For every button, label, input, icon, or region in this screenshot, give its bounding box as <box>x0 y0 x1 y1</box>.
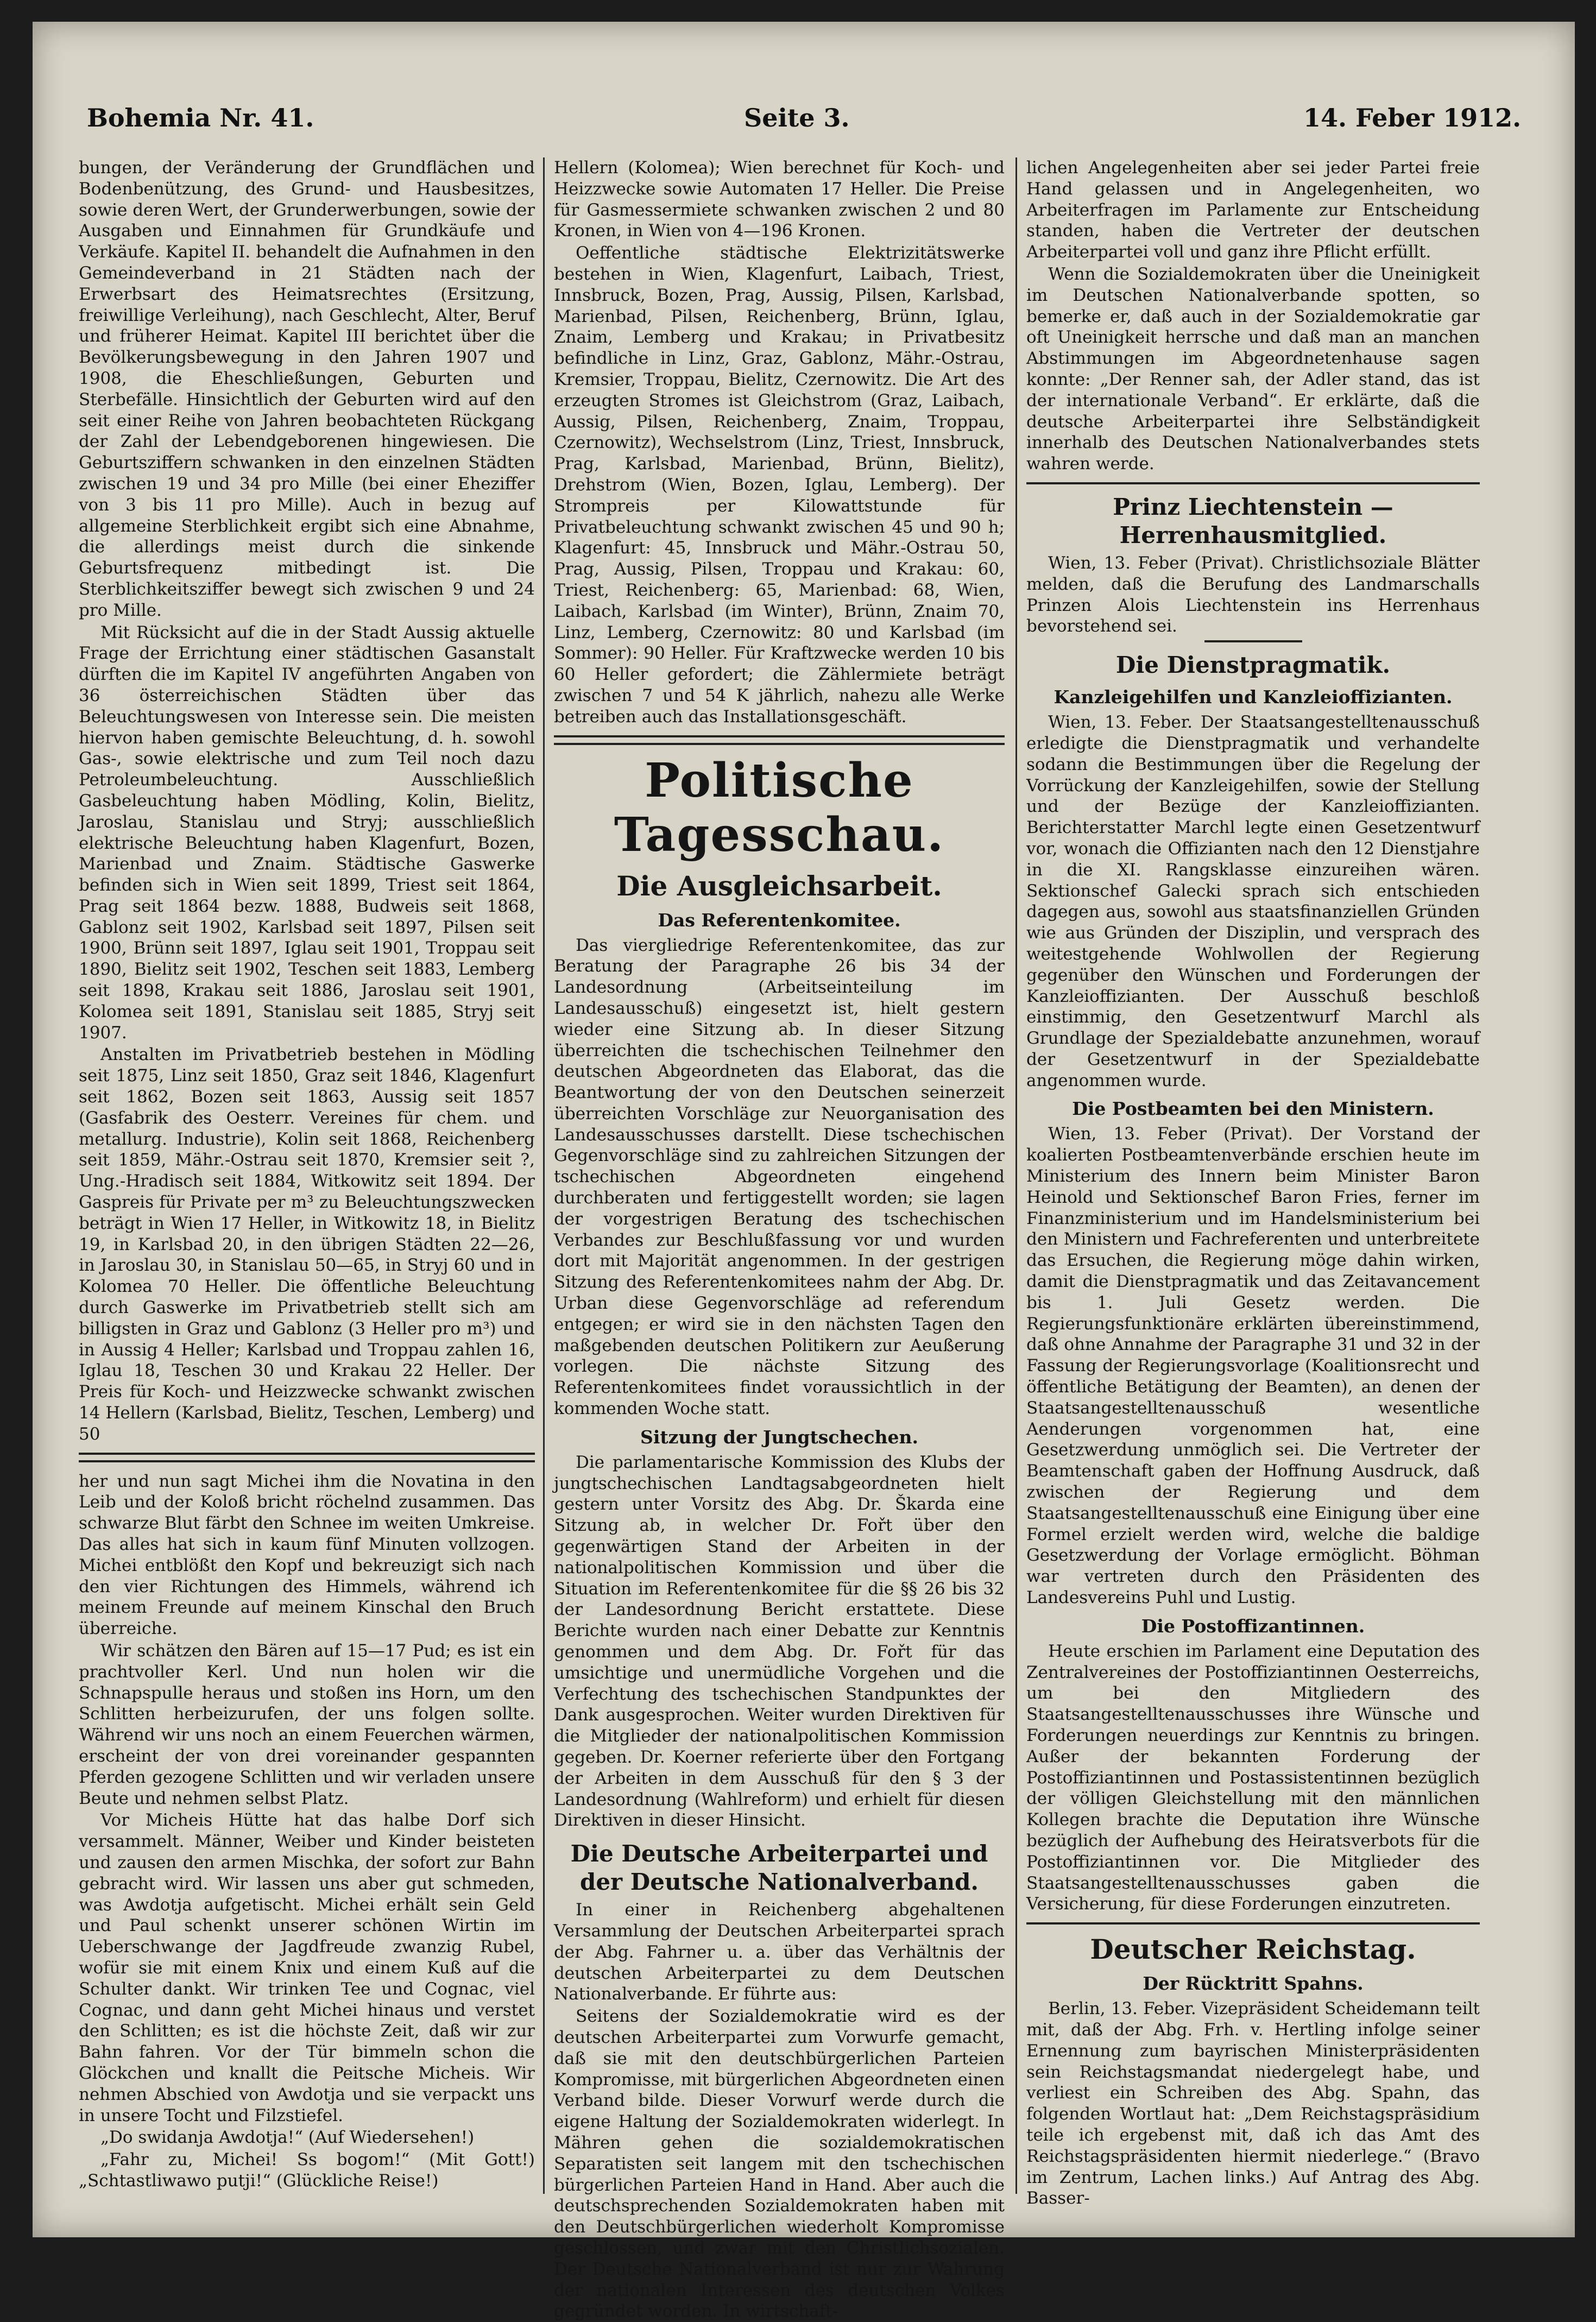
section-title: Politische Tagesschau. <box>614 753 945 862</box>
article-paragraph: Die parlamentarische Kommission des Klubs der jungtschechischen Landtagsabgeordneten hielt gestern unter Vorsitz des Abg. Dr. Škarda eine Sitzung ab, in welcher Dr. Fořt über den gegenwärtigen Stand der Arbeiten in der nationalpolitischen Kommission und über die Situation im Referentenkomitee für die §§ 26 bis 32 der Landesordnung Bericht erstattete. Diese Berichte wurden nach einer Debatte zur Kenntnis genommen und dem Abg. Dr. Fořt für das umsichtige und unermüdliche Vorgehen und die Verfechtung des tschechischen Standpunktes der Dank ausgesprochen. Weiter wurden Direktiven für die Mitglieder der nationalpolitischen Kommission gegeben. Dr. Koerner referierte über den Fortgang der Arbeiten in dem Ausschuß für den § 3 der Landesordnung (Wahlreform) und erhielt für diesen Direktiven in dieser Hinsicht. <box>554 1452 1005 1831</box>
column-divider <box>1015 157 1017 2194</box>
article-paragraph: Wien, 13. Feber. Der Staatsangestelltenausschuß erledigte die Dienstpragmatik und verhandelte sodann die Bestimmungen über die Regelung der Vorrückung der Kanzleigehilfen, sowie der Stellung und der Bezüge der Kanzleioffizianten. Berichterstatter Marchl legte einen Gesetzentwurf vor, wonach die Offizianten nach den 12 Dienstjahre in die XI. Rangsklasse einzureihen wären. Sektionschef Galecki sprach sich entschieden dagegen aus, sowohl aus staatsfinanziellen Gründen wie aus Gründen der Disziplin, und versprach des weitestgehende Wohlwollen der Regierung gegenüber den Wünschen und Forderungen der Kanzleioffizianten. Der Ausschuß beschloß einstimmig, den Gesetzentwurf Marchl als Grundlage der Spezialdebatte anzunehmen, worauf der Gesetzentwurf in der Spezialdebatte angenommen wurde. <box>1026 712 1480 1090</box>
feuilleton-paragraph: Wir schätzen den Bären auf 15—17 Pud; es ist ein prachtvoller Kerl. Und nun holen wir die Schnapspulle heraus und stoßen ins Horn, um den Schlitten herbeizurufen, der uns folgen sollte. Während wir uns noch an einem Feuerchen wärmen, erscheint der von drei voreinander gespannten Pferden gezogene Schlitten und wir verladen unsere Beute und nehmen selbst Platz. <box>79 1640 535 1808</box>
article-subheading: Die Postbeamten bei den Ministern. <box>1072 1098 1434 1120</box>
article-paragraph: In einer in Reichenberg abgehaltenen Versammlung der Deutschen Arbeiterpartei sprach der Abg. Fahrner u. a. über das Verhältnis der deutschen Arbeiterpartei zu dem Deutschen Nationalverbande. Er führte aus: <box>554 1900 1005 2004</box>
short-rule <box>1204 640 1302 642</box>
article-heading: Prinz Liechtenstein — Herrenhausmitglied. <box>1113 493 1393 548</box>
article-paragraph: bungen, der Veränderung der Grundflächen und Bodenbenützung, des Grund- und Hausbesitzes, sowie deren Wert, der Grunderwerbungen, sowie der Ausgaben und Einnahmen für Grundkäufe und Verkäufe. Kapitel II. behandelt die Aufnahmen in den Gemeindeverband in 21 Städten nach der Erwerbsart des Heimatsrechtes (Ersitzung, freiwillige Verleihung), nach Geschlecht, Alter, Beruf und früherer Heimat. Kapitel III berichtet über die Bevölkerungsbewegung in den Jahren 1907 und 1908, die Eheschließungen, Geburten und Sterbefälle. Hinsichtlich der Geburten wird auf den seit einer Reihe von Jahren beobachteten Rückgang der Zahl der Lebendgeborenen hingewiesen. Die Geburtsziffern schwanken in den einzelnen Städten zwischen 19 und 34 pro Mille (bei einer Eheziffer von 3 bis 11 pro Mille). Auch in bezug auf allgemeine Sterblichkeit ergibt sich eine Abnahme, die allerdings meist durch die sinkende Geburtsfrequenz mitbedingt ist. Die Sterblichkeitsziffer bewegt sich zwischen 9 und 24 pro Mille. <box>79 158 535 620</box>
article-subheading: Kanzleigehilfen und Kanzleioffizianten. <box>1054 686 1453 708</box>
feuilleton-separator <box>79 1453 535 1462</box>
feuilleton-paragraph: Vor Micheis Hütte hat das halbe Dorf sich versammelt. Männer, Weiber und Kinder beisteten und zausen den armen Mischka, der sofort zur Bahn gebracht wird. Wir lassen uns aber gut schmeden, was Awdotja aufgetischt. Michei erhält sein Geld und Paul schenkt unserer schönen Wirtin im Ueberschwange der Jagdfreude zwanzig Rubel, wofür sie mit einem Knix und einem Kuß auf die Schulter dankt. Wir trinken Tee und Cognac, viel Cognac, und dann geht Michei hinaus und verstet den Schlitten; es ist die höchste Zeit, daß wir zur Bahn fahren. Vor der Tür bimmeln schon die Glöckchen und knallt die Peitsche Micheis. Wir nehmen Abschied von Awdotja und sie verpackt uns in unsere Tocht und Filzstiefel. <box>79 1810 535 2125</box>
page-header <box>87 103 1522 147</box>
article-paragraph: lichen Angelegenheiten aber sei jeder Partei freie Hand gelassen und in Angelegenheiten, wo Arbeiterfragen im Parlamente zur Entscheidung standen, haben die Vertreter der deutschen Arbeiterpartei voll und ganz ihre Pflicht erfüllt. <box>1026 158 1480 262</box>
page-number: Seite 3. <box>744 103 850 132</box>
article-heading: Deutscher Reichstag. <box>1090 1933 1416 1966</box>
article-paragraph: Anstalten im Privatbetrieb bestehen in Mödling seit 1875, Linz seit 1850, Graz seit 1846, Klagenfurt seit 1862, Bozen seit 1863, Aussig seit 1857 (Gasfabrik des Oesterr. Vereines für chem. und metallurg. Industrie), Kolin seit 1868, Reichenberg seit 1859, Mähr.-Ostrau seit 1870, Kremsier seit ?, Ung.-Hradisch seit 1884, Witkowitz seit 1894. Der Gaspreis für Private per m³ zu Beleuchtungszwecken beträgt in Wien 17 Heller, in Witkowitz 18, in Bielitz 19, in Karlsbad 20, in den übrigen Städten 22—26, in Jaroslau 30, in Stanislau 50—65, in Stryj 60 und in Kolomea 70 Heller. Die öffentliche Beleuchtung durch Gaswerke im Privatbetrieb stellt sich am billigsten in Graz und Gablonz (3 Heller pro m³) und in Aussig 4 Heller; Karlsbad und Troppau zahlen 16, Iglau 18, Teschen 30 und Krakau 22 Heller. Der Preis für Koch- und Heizzwecke schwankt zwischen 14 Hellern (Karlsbad, Bielitz, Teschen, Lemberg) und 50 <box>79 1045 535 1444</box>
article-paragraph: Heute erschien im Parlament eine Deputation des Zentralvereines der Postoffiziantinnen Oesterreichs, um bei den Mitgliedern des Staatsangestelltenausschusses ihre Wünsche und Forderungen neuerdings zur Kenntnis zu bringen. Außer der bekannten Forderung der Postoffiziantinnen und Postassistentinnen bezüglich der völligen Gleichstellung mit den männlichen Kollegen brachte die Deputation ihre Wünsche bezüglich der Aufhebung des Heiratsverbots für die Postoffiziantinnen vor. Die Mitglieder des Staatsangestelltenausschusses gaben die Versicherung, für diese Forderungen einzutreten. <box>1026 1641 1480 1914</box>
article-separator <box>1026 482 1480 484</box>
article-subheading: Der Rücktritt Spahns. <box>1143 1973 1364 1995</box>
article-heading: Die Dienstpragmatik. <box>1115 652 1391 679</box>
article-heading: Die Ausgleichsarbeit. <box>616 869 942 902</box>
feuilleton-paragraph: „Do swidanja Awdotja!“ (Auf Wiedersehen!) <box>100 2128 475 2148</box>
article-paragraph: Wien, 13. Feber (Privat). Der Vorstand der koalierten Postbeamtenverbände erschien heute im Ministerium des Innern beim Minister Baron Heinold und Sektionschef Baron Fries, ferner im Finanzministerium und im Handelsministerium bei den Ministern und Fachreferenten und unterbreitete das Ersuchen, die Regierung möge dahin wirken, damit die Dienstpragmatik und das Zeitavancement bis 1. Juli Gesetz werden. Die Regierungsfunktionäre erklärten übereinstimmend, daß ohne Annahme der Paragraphe 31 und 32 in der Fassung der Regierungsvorlage (Koalitionsrecht und öffentliche Betätigung der Beamten), an denen der Staatsangestelltenausschuß wesentliche Aenderungen vorgenommen hat, eine Gesetzwerdung unmöglich sei. Die Vertreter der Beamtenschaft gaben der Hoffnung Ausdruck, daß zwischen der Regierung und dem Staatsangestelltenausschuß eine Einigung über eine Formel erzielt werden wird, welche die baldige Gesetzwerdung der Vorlage ermöglicht. Böhman war vertreten durch den Präsidenten des Landesvereins Puhl und Lustig. <box>1026 1124 1480 1608</box>
section-separator <box>554 735 1005 745</box>
article-separator <box>1026 1922 1480 1925</box>
masthead-issue: Bohemia Nr. 41. <box>87 103 314 132</box>
column-2 <box>554 157 1005 2321</box>
column-3 <box>1026 157 1480 2221</box>
article-paragraph: Mit Rücksicht auf die in der Stadt Aussig aktuelle Frage der Errichtung einer städtischen Gasanstalt dürften die im Kapitel IV angeführten Angaben von 36 österreichischen Städten über das Beleuchtungswesen von Interesse sein. Die meisten hiervon haben gemischte Beleuchtung, d. h. sowohl Gas-, sowie elektrische und zum Teil noch dazu Petroleumbeleuchtung. Ausschließlich Gasbeleuchtung haben Mödling, Kolin, Bielitz, Jaroslau, Stanislau und Stryj; ausschließlich elektrische Beleuchtung haben Klagenfurt, Bozen, Marienbad und Znaim. Städtische Gaswerke befinden sich in Wien seit 1899, Triest seit 1864, Prag seit 1864 bezw. 1888, Budweis seit 1868, Gablonz seit 1902, Karlsbad seit 1897, Pilsen seit 1900, Brünn seit 1897, Iglau seit 1901, Troppau seit 1890, Bielitz seit 1902, Teschen seit 1883, Lemberg seit 1898, Krakau seit 1886, Jaroslau seit 1901, Kolomea seit 1891, Stanislau seit 1885, Stryj seit 1907. <box>79 622 535 1043</box>
feuilleton-paragraph: „Fahr zu, Michei! Ss bogom!“ (Mit Gott!) „Schtastliwawo putji!“ (Glückliche Reise!) <box>79 2150 535 2191</box>
article-paragraph: Wenn die Sozialdemokraten über die Uneinigkeit im Deutschen Nationalverbande spotten, so bemerke er, daß auch in der Sozialdemokratie gar oft Uneinigkeit herrsche und daß man an manchen Abstimmungen im Abgeordnetenhause sagen konnte: „Der Renner sah, der Adler stand, das ist der internationale Verband“. Er erklärte, daß die deutsche Arbeiterpartei ihre Selbständigkeit innerhalb des Deutschen Nationalverbandes stets wahren werde. <box>1026 264 1480 474</box>
column-divider <box>543 157 545 2194</box>
article-heading: Die Deutsche Arbeiterpartei und der Deutsche Nationalverband. <box>570 1840 988 1896</box>
article-paragraph: Hellern (Kolomea); Wien berechnet für Koch- und Heizzwecke sowie Automaten 17 Heller. Die Preise für Gasmessermiete schwanken zwischen 2 und 80 Kronen, in Wien von 4—196 Kronen. <box>554 158 1005 241</box>
article-subheading: Sitzung der Jungtschechen. <box>640 1426 918 1448</box>
article-subheading: Die Postoffizantinnen. <box>1141 1615 1365 1637</box>
article-paragraph: Seitens der Sozialdemokratie wird es der deutschen Arbeiterpartei zum Vorwurfe gemacht, daß sie mit den deutschbürgerlichen Parteien Kompromisse, mit bürgerlichen Abgeordneten einen Verband bilde. Dieser Vorwurf werde durch die eigene Haltung der Sozialdemokraten widerlegt. In Mähren gehen die sozialdemokratischen Separatisten seit langem mit den tschechischen bürgerlichen Parteien Hand in Hand. Aber auch die deutschsprechenden Sozialdemokraten haben mit den Deutschbürgerlichen wiederholt Kompromisse geschlossen, und zwar mit den Christlichsozialen. Der Deutsche Nationalverband ist nur zur Wahrung der nationalen Interessen des deutschen Volkes gegründet worden. In wirtschaft- <box>554 2006 1005 2321</box>
newspaper-page <box>33 22 1575 2321</box>
feuilleton-paragraph: her und nun sagt Michei ihm die Novatina in den Leib und der Koloß bricht röchelnd zusammen. Das schwarze Blut färbt den Schnee im weiten Umkreise. Das alles hat sich in kaum fünf Minuten vollzogen. Michei entblößt den Kopf und bekreuzigt sich nach den vier Richtungen des Himmels, während ich meinem Freunde auf meinem Kinschal den Bruch überreiche. <box>79 1471 535 1639</box>
issue-date: 14. Feber 1912. <box>1303 103 1522 132</box>
column-1 <box>79 157 535 2221</box>
article-paragraph: Wien, 13. Feber (Privat). Christlichsoziale Blätter melden, daß die Berufung des Landmarschalls Prinzen Alois Liechtenstein ins Herrenhaus bevorstehend sei. <box>1026 553 1480 636</box>
article-subheading: Das Referentenkomitee. <box>658 909 901 931</box>
article-paragraph: Das viergliedrige Referentenkomitee, das zur Beratung der Paragraphe 26 bis 34 der Landesordnung (Arbeitseinteilung im Landesausschuß) eingesetzt ist, hielt gestern wieder eine Sitzung ab. In dieser Sitzung überreichten die tschechischen Teilnehmer den deutschen Abgeordneten das Elaborat, das die Beantwortung der von den Deutschen seinerzeit überreichten Vorschläge zur Neuorganisation des Landesausschusses darstellt. Diese tschechischen Gegenvorschläge sind zu zahlreichen Sitzungen der tschechischen Abgeordneten eingehend durchberaten und fertiggestellt worden; sie lagen der vorgestrigen Beratung des tschechischen Verbandes zur Beschlußfassung vor und wurden dort mit Majorität angenommen. In der gestrigen Sitzung des Referentenkomitees nahm der Abg. Dr. Urban diese Gegenvorschläge ad referendum entgegen; er wird sie in den nächsten Tagen den maßgebenden deutschen Politikern zur Aeußerung vorlegen. Die nächste Sitzung des Referentenkomitees findet voraussichtlich in der kommenden Woche statt. <box>554 935 1005 1419</box>
article-paragraph: Oeffentliche städtische Elektrizitätswerke bestehen in Wien, Klagenfurt, Laibach, Triest, Innsbruck, Bozen, Prag, Aussig, Pilsen, Karlsbad, Marienbad, Pilsen, Reichenberg, Brünn, Iglau, Znaim, Lemberg und Krakau; in Privatbesitz befindliche in Linz, Graz, Gablonz, Mähr.-Ostrau, Kremsier, Troppau, Bielitz, Czernowitz. Die Art des erzeugten Stromes ist Gleichstrom (Graz, Laibach, Aussig, Pilsen, Reichenberg, Znaim, Troppau, Czernowitz), Wechselstrom (Linz, Triest, Innsbruck, Prag, Karlsbad, Marienbad, Brünn, Bielitz), Drehstrom (Wien, Bozen, Iglau, Lemberg). Der Strompreis per Kilowattstunde für Privatbeleuchtung schwankt zwischen 45 und 90 h; Klagenfurt: 45, Innsbruck und Mähr.-Ostrau 50, Prag, Aussig, Pilsen, Troppau und Krakau: 60, Triest, Reichenberg: 65, Marienbad: 68, Wien, Laibach, Karlsbad (im Winter), Brünn, Znaim 70, Linz, Lemberg, Czernowitz: 80 und Karlsbad (im Sommer): 90 Heller. Für Kraftzwecke werden 10 bis 60 Heller gefordert; die Zählermiete beträgt zwischen 7 und 54 K jährlich, nahezu alle Werke betreiben auch das Installationsgeschäft. <box>554 243 1005 727</box>
article-paragraph: Berlin, 13. Feber. Vizepräsident Scheidemann teilt mit, daß der Abg. Frh. v. Hertling infolge seiner Ernennung zum bayrischen Ministerpräsidenten sein Reichstagsmandat niedergelegt habe, und verliest ein Schreiben des Abg. Spahn, das folgenden Wortlaut hat: „Dem Reichstagspräsidium teile ich ergebenst mit, daß ich das Amt des Reichstagspräsidenten hiermit niederlege.“ (Bravo im Zentrum, Lachen links.) Auf Antrag des Abg. Basser- <box>1026 1999 1480 2209</box>
